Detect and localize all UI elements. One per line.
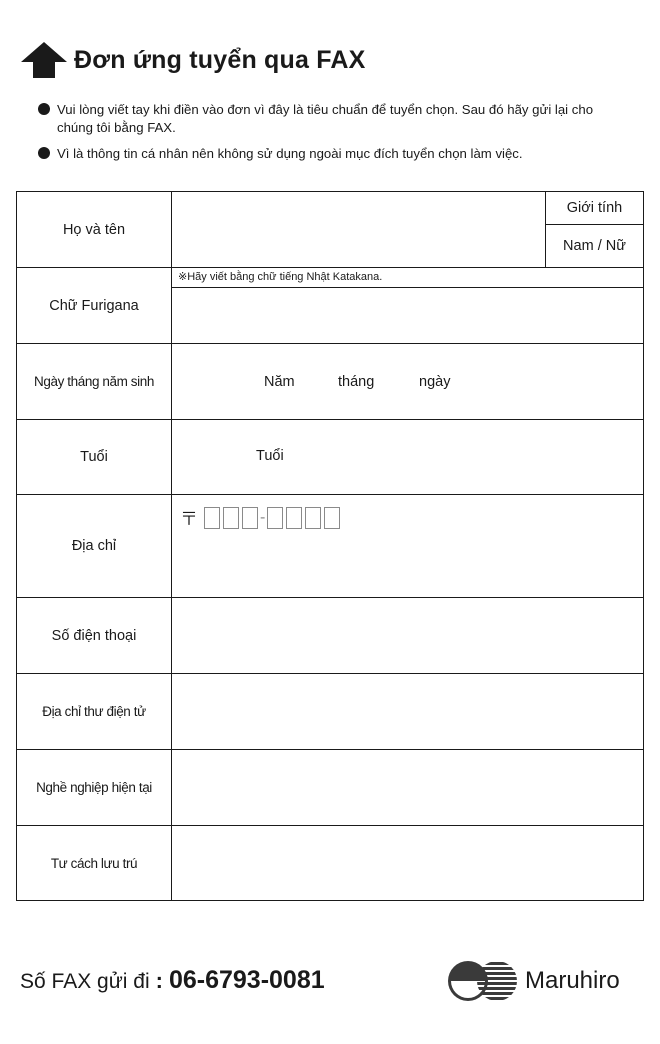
phone-field[interactable]	[172, 598, 644, 674]
company-logo	[447, 960, 620, 1002]
address-label: Địa chỉ	[17, 495, 172, 598]
up-arrow-icon	[20, 41, 68, 79]
application-form	[16, 191, 644, 901]
postal-digit-box[interactable]	[324, 507, 340, 529]
dob-field[interactable]	[172, 344, 644, 420]
postal-code	[180, 505, 343, 531]
fax-number: 06-6793-0081	[168, 966, 325, 994]
dob-year-label: Năm	[264, 374, 295, 390]
note-item	[38, 145, 628, 163]
bullet-icon	[38, 147, 50, 159]
postal-digit-box[interactable]	[286, 507, 302, 529]
furigana-field[interactable]	[172, 268, 644, 344]
gender-label: Giới tính	[546, 192, 643, 225]
fax-info	[20, 966, 325, 995]
job-label: Nghề nghiệp hiện tại	[17, 750, 172, 826]
postal-mark-icon: 〒	[180, 509, 198, 529]
maruhiro-logo-icon	[447, 960, 519, 1002]
residence-status-label: Tư cách lưu trú	[17, 826, 172, 901]
page-title: Đơn ứng tuyển qua FAX	[74, 45, 366, 74]
title-row	[20, 40, 365, 80]
name-field[interactable]	[172, 192, 644, 268]
phone-label: Số điện thoại	[17, 598, 172, 674]
age-unit-label: Tuổi	[256, 448, 284, 464]
email-label: Địa chỉ thư điện tử	[17, 674, 172, 750]
residence-status-field[interactable]	[172, 826, 644, 901]
note-text: Vì là thông tin cá nhân nên không sử dụng ngoài mục đích tuyển chọn làm việc.	[57, 146, 523, 161]
furigana-label: Chữ Furigana	[17, 268, 172, 344]
note-item	[38, 101, 628, 137]
furigana-note: ※Hãy viết bằng chữ tiếng Nhật Katakana.	[172, 268, 643, 288]
dob-day-label: ngày	[419, 374, 451, 390]
bullet-icon	[38, 103, 50, 115]
postal-dash: -	[260, 509, 266, 526]
address-field[interactable]	[172, 495, 644, 598]
company-name: Maruhiro	[525, 967, 620, 994]
fax-colon: :	[155, 968, 163, 993]
postal-digit-box[interactable]	[223, 507, 239, 529]
gender-options[interactable]: Nam / Nữ	[563, 237, 626, 254]
postal-digit-box[interactable]	[242, 507, 258, 529]
name-label: Họ và tên	[17, 192, 172, 268]
gender-box	[545, 192, 643, 267]
instructions	[38, 101, 628, 171]
dob-label: Ngày tháng năm sinh	[17, 344, 172, 420]
note-text: Vui lòng viết tay khi điền vào đơn vì đây là tiêu chuẩn để tuyển chọn. Sau đó hãy gửi lại cho chúng tôi bằng FAX.	[57, 102, 594, 135]
postal-digit-box[interactable]	[305, 507, 321, 529]
postal-digit-box[interactable]	[204, 507, 220, 529]
email-field[interactable]	[172, 674, 644, 750]
dob-month-label: tháng	[338, 374, 375, 390]
age-field[interactable]	[172, 420, 644, 495]
postal-digit-box[interactable]	[267, 507, 283, 529]
fax-label: Số FAX gửi đi	[20, 970, 150, 993]
job-field[interactable]	[172, 750, 644, 826]
age-label: Tuổi	[17, 420, 172, 495]
